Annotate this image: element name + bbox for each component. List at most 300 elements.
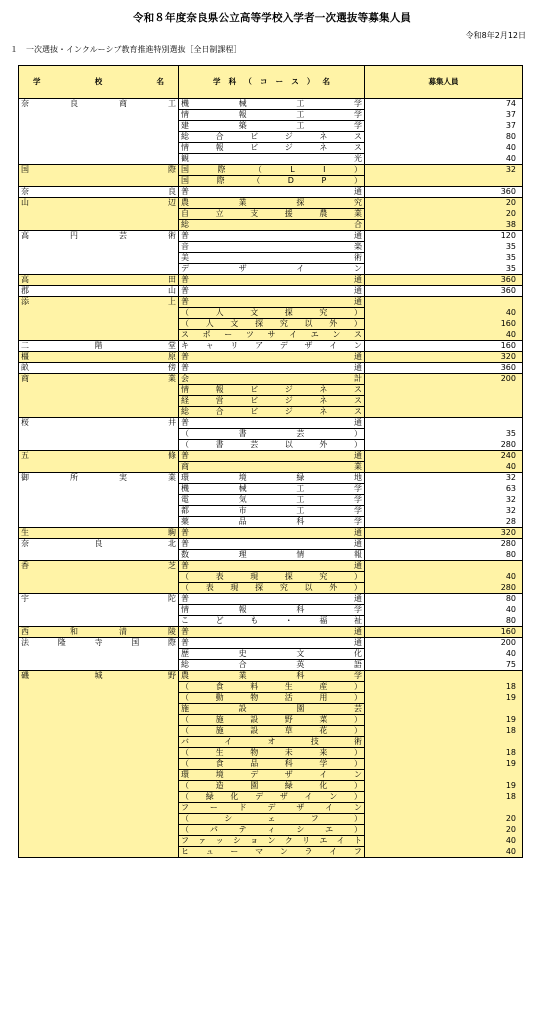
school-name-cell	[19, 319, 179, 330]
table-row	[19, 418, 523, 429]
school-name: 西 和 清 陵	[21, 627, 176, 636]
course-name: 普 通	[181, 187, 362, 196]
capacity-cell	[365, 770, 523, 781]
table-row	[19, 132, 523, 143]
school-name-cell	[19, 198, 179, 209]
course-name: 普 通	[181, 297, 362, 306]
school-name: 磯 城 野	[21, 671, 176, 681]
date-label: 令和8年2月12日	[465, 31, 526, 40]
course-name-cell	[179, 264, 365, 275]
course-name: ス ポ ー ツ サ イ エ ン ス	[181, 330, 362, 339]
table-row	[19, 308, 523, 319]
table-row	[19, 341, 523, 352]
school-name: 橿 原	[21, 352, 176, 361]
capacity-cell: 40	[365, 154, 523, 165]
table-row	[19, 627, 523, 638]
capacity-cell: 18	[365, 682, 523, 693]
school-name-cell	[19, 176, 179, 187]
capacity-cell: 35	[365, 264, 523, 275]
capacity-cell: 280	[365, 440, 523, 451]
course-name-cell	[179, 770, 365, 781]
school-name-cell	[19, 440, 179, 451]
table-row	[19, 506, 523, 517]
course-name: フ ー ド デ ザ イ ン	[181, 803, 362, 812]
table-row	[19, 726, 523, 737]
table-row	[19, 451, 523, 462]
table-body	[19, 99, 523, 858]
course-name-cell	[179, 231, 365, 242]
course-name: フ ァ ッ シ ョ ン ク リ エ イ ト	[181, 836, 362, 845]
course-name-cell	[179, 594, 365, 605]
capacity-cell: 20	[365, 209, 523, 220]
school-name-cell	[19, 671, 179, 682]
table-row	[19, 715, 523, 726]
school-name-cell	[19, 550, 179, 561]
table-row	[19, 429, 523, 440]
capacity-cell	[365, 407, 523, 418]
course-name-cell	[179, 363, 365, 374]
school-name-cell	[19, 583, 179, 594]
table-row	[19, 517, 523, 528]
table-row	[19, 781, 523, 792]
course-name: （ 表 現 探 究 ）	[181, 572, 362, 581]
capacity-cell: 20	[365, 198, 523, 209]
school-name-cell	[19, 385, 179, 396]
table-row	[19, 704, 523, 715]
table-row	[19, 385, 523, 396]
capacity-cell: 20	[365, 825, 523, 836]
capacity-cell: 40	[365, 605, 523, 616]
school-name: 商 業	[21, 374, 176, 384]
capacity-cell	[365, 418, 523, 429]
capacity-cell: 320	[365, 528, 523, 539]
school-name-cell	[19, 847, 179, 858]
table-row	[19, 473, 523, 484]
school-name-cell	[19, 605, 179, 616]
course-name-cell	[179, 517, 365, 528]
course-name: （ 書 芸 以 外 ）	[181, 440, 362, 449]
capacity-cell: 32	[365, 165, 523, 176]
course-name-cell	[179, 242, 365, 253]
school-name-cell	[19, 792, 179, 803]
school-name-cell	[19, 407, 179, 418]
table-row	[19, 660, 523, 671]
course-name: 普 通	[181, 363, 362, 372]
course-name-cell	[179, 649, 365, 660]
school-name-cell	[19, 594, 179, 605]
capacity-cell: 280	[365, 539, 523, 550]
table-row	[19, 99, 523, 110]
course-name-cell	[179, 605, 365, 616]
capacity-cell: 40	[365, 649, 523, 660]
capacity-cell: 19	[365, 693, 523, 704]
course-name-cell	[179, 473, 365, 484]
course-name-cell	[179, 682, 365, 693]
table-row	[19, 671, 523, 682]
capacity-cell: 37	[365, 110, 523, 121]
school-name-cell	[19, 462, 179, 473]
table-row	[19, 407, 523, 418]
school-name-cell	[19, 484, 179, 495]
table-row	[19, 484, 523, 495]
course-name: 機 械 工 学	[181, 99, 362, 108]
school-name-cell	[19, 506, 179, 517]
capacity-cell: 28	[365, 517, 523, 528]
table-row	[19, 231, 523, 242]
course-name: 普 通	[181, 286, 362, 295]
capacity-cell: 160	[365, 627, 523, 638]
school-name-cell	[19, 572, 179, 583]
school-name: 奈 良	[21, 187, 176, 196]
course-name: （ 施 設 草 花 ）	[181, 726, 362, 735]
course-name-cell	[179, 374, 365, 385]
school-name: 桜 井	[21, 418, 176, 428]
course-name-cell	[179, 220, 365, 231]
table-row	[19, 297, 523, 308]
table-row	[19, 539, 523, 550]
school-name-cell	[19, 429, 179, 440]
header-course: 学 科 （ コ ー ス ） 名	[179, 66, 365, 99]
school-name: 奈 良 北	[21, 539, 176, 549]
school-name: 法 隆 寺 国 際	[21, 638, 176, 648]
capacity-cell: 35	[365, 253, 523, 264]
table-header-row	[19, 66, 523, 99]
course-name-cell	[179, 627, 365, 638]
capacity-cell: 360	[365, 363, 523, 374]
school-name-cell	[19, 143, 179, 154]
course-name: 普 通	[181, 594, 362, 603]
school-name-cell	[19, 187, 179, 198]
school-name-cell	[19, 231, 179, 242]
capacity-cell: 360	[365, 187, 523, 198]
course-name-cell	[179, 715, 365, 726]
table-row	[19, 825, 523, 836]
table-row	[19, 330, 523, 341]
course-name: 環 境 緑 地	[181, 473, 362, 482]
school-name-cell	[19, 341, 179, 352]
course-name: 普 通	[181, 231, 362, 240]
course-name: 自 立 支 援 農 業	[181, 209, 362, 218]
school-name-cell	[19, 308, 179, 319]
course-name: ヒ ュ ー マ ン ラ イ フ	[181, 847, 362, 856]
school-name-cell	[19, 374, 179, 385]
course-name-cell	[179, 792, 365, 803]
table-row	[19, 220, 523, 231]
course-name: 総 合 ビ ジ ネ ス	[181, 407, 362, 416]
table-row	[19, 550, 523, 561]
school-name-cell	[19, 803, 179, 814]
course-name: （ 食 料 生 産 ）	[181, 682, 362, 691]
table-row	[19, 374, 523, 385]
course-name-cell	[179, 572, 365, 583]
capacity-cell: 40	[365, 330, 523, 341]
course-name-cell	[179, 484, 365, 495]
school-name-cell	[19, 418, 179, 429]
school-name-cell	[19, 451, 179, 462]
school-name-cell	[19, 825, 179, 836]
capacity-cell: 38	[365, 220, 523, 231]
table-row	[19, 616, 523, 627]
course-name-cell	[179, 726, 365, 737]
school-name-cell	[19, 99, 179, 110]
school-name-cell	[19, 330, 179, 341]
table-row	[19, 363, 523, 374]
school-name-cell	[19, 836, 179, 847]
section-subtitle: １ 一次選抜・インクルーシブ教育推進特別選抜［全日制課程］	[10, 45, 242, 54]
course-name-cell	[179, 825, 365, 836]
capacity-cell: 19	[365, 715, 523, 726]
course-name: こ ど も ・ 福 祉	[181, 616, 362, 625]
table-row	[19, 242, 523, 253]
course-name-cell	[179, 341, 365, 352]
course-name-cell	[179, 253, 365, 264]
course-name-cell	[179, 671, 365, 682]
capacity-cell	[365, 671, 523, 682]
table-row	[19, 176, 523, 187]
capacity-cell	[365, 737, 523, 748]
course-name-cell	[179, 176, 365, 187]
table-row	[19, 275, 523, 286]
school-name: 高 円 芸 術	[21, 231, 176, 241]
course-name: 会 計	[181, 374, 362, 383]
school-name: 郡 山	[21, 286, 176, 295]
school-name: 添 上	[21, 297, 176, 307]
table-row	[19, 649, 523, 660]
course-name: 観 光	[181, 154, 362, 163]
course-name-cell	[179, 440, 365, 451]
school-name-cell	[19, 352, 179, 363]
table-row	[19, 440, 523, 451]
course-name: （ 動 物 活 用 ）	[181, 693, 362, 702]
table-row	[19, 187, 523, 198]
school-name: 宇 陀	[21, 594, 176, 604]
school-name-cell	[19, 297, 179, 308]
capacity-cell: 160	[365, 341, 523, 352]
table-row	[19, 770, 523, 781]
school-name-cell	[19, 363, 179, 374]
table-row	[19, 583, 523, 594]
school-name-cell	[19, 748, 179, 759]
school-name-cell	[19, 264, 179, 275]
course-name-cell	[179, 275, 365, 286]
school-name-cell	[19, 517, 179, 528]
capacity-cell: 40	[365, 143, 523, 154]
course-name-cell	[179, 748, 365, 759]
course-name-cell	[179, 132, 365, 143]
capacity-cell	[365, 176, 523, 187]
capacity-cell: 120	[365, 231, 523, 242]
capacity-cell: 280	[365, 583, 523, 594]
course-name-cell	[179, 803, 365, 814]
capacity-cell: 19	[365, 759, 523, 770]
capacity-cell: 200	[365, 638, 523, 649]
school-name-cell	[19, 121, 179, 132]
course-name-cell	[179, 407, 365, 418]
table-row	[19, 803, 523, 814]
school-name-cell	[19, 286, 179, 297]
course-name: 薬 品 科 学	[181, 517, 362, 526]
course-name: 総 合	[181, 220, 362, 229]
table-row	[19, 847, 523, 858]
course-name-cell	[179, 528, 365, 539]
capacity-cell: 18	[365, 726, 523, 737]
table-row	[19, 286, 523, 297]
table-row	[19, 759, 523, 770]
course-name-cell	[179, 616, 365, 627]
school-name-cell	[19, 715, 179, 726]
course-name-cell	[179, 330, 365, 341]
course-name: 普 通	[181, 451, 362, 460]
capacity-cell: 19	[365, 781, 523, 792]
capacity-cell: 40	[365, 572, 523, 583]
course-name-cell	[179, 462, 365, 473]
course-name: デ ザ イ ン	[181, 264, 362, 273]
course-name: 普 通	[181, 275, 362, 284]
capacity-cell: 18	[365, 748, 523, 759]
table-row	[19, 495, 523, 506]
capacity-cell: 80	[365, 594, 523, 605]
course-name-cell	[179, 121, 365, 132]
school-name-cell	[19, 781, 179, 792]
capacity-cell: 74	[365, 99, 523, 110]
page-title: 令和８年度奈良県公立高等学校入学者一次選抜等募集人員	[132, 12, 412, 24]
course-name: （ 書 芸 ）	[181, 429, 362, 438]
table-row	[19, 110, 523, 121]
course-name: 普 通	[181, 627, 362, 636]
school-name-cell	[19, 242, 179, 253]
header-capacity: 募集人員	[365, 66, 523, 99]
capacity-cell: 35	[365, 429, 523, 440]
school-name-cell	[19, 253, 179, 264]
school-name-cell	[19, 704, 179, 715]
course-name-cell	[179, 286, 365, 297]
capacity-cell	[365, 396, 523, 407]
course-name-cell	[179, 143, 365, 154]
school-name: 二 階 堂	[21, 341, 176, 350]
capacity-cell: 20	[365, 814, 523, 825]
school-name-cell	[19, 638, 179, 649]
course-name-cell	[179, 396, 365, 407]
capacity-cell: 32	[365, 506, 523, 517]
school-name-cell	[19, 627, 179, 638]
course-name-cell	[179, 836, 365, 847]
school-name: 山 辺	[21, 198, 176, 208]
school-name-cell	[19, 660, 179, 671]
course-name-cell	[179, 561, 365, 572]
school-name-cell	[19, 275, 179, 286]
capacity-cell: 63	[365, 484, 523, 495]
capacity-cell: 18	[365, 792, 523, 803]
course-name: 情 報 工 学	[181, 110, 362, 119]
course-name: 商 業	[181, 462, 362, 471]
course-name: 美 術	[181, 253, 362, 262]
course-name: 農 業 科 学	[181, 671, 362, 680]
school-name-cell	[19, 528, 179, 539]
course-name-cell	[179, 550, 365, 561]
school-name-cell	[19, 693, 179, 704]
capacity-cell: 35	[365, 242, 523, 253]
course-name: 普 通	[181, 561, 362, 570]
school-name-cell	[19, 539, 179, 550]
school-name-cell	[19, 814, 179, 825]
school-name-cell	[19, 396, 179, 407]
header-school: 学 校 名	[19, 66, 179, 99]
school-name: 香 芝	[21, 561, 176, 571]
capacity-cell	[365, 704, 523, 715]
course-name-cell	[179, 737, 365, 748]
course-name-cell	[179, 99, 365, 110]
capacity-cell	[365, 803, 523, 814]
course-name: 総 合 ビ ジ ネ ス	[181, 132, 362, 141]
school-name-cell	[19, 682, 179, 693]
capacity-cell	[365, 297, 523, 308]
table-row	[19, 836, 523, 847]
course-name-cell	[179, 297, 365, 308]
table-row	[19, 748, 523, 759]
course-name: 数 理 情 報	[181, 550, 362, 559]
course-name: 歴 史 文 化	[181, 649, 362, 658]
table-row	[19, 682, 523, 693]
course-name-cell	[179, 814, 365, 825]
table-row	[19, 638, 523, 649]
course-name: 施 設 園 芸	[181, 704, 362, 713]
course-name: （ 生 物 未 来 ）	[181, 748, 362, 757]
capacity-cell: 40	[365, 847, 523, 858]
course-name: （ 人 文 探 究 以 外 ）	[181, 319, 362, 328]
school-name-cell	[19, 165, 179, 176]
school-name: 高 田	[21, 275, 176, 284]
course-name: 建 築 工 学	[181, 121, 362, 130]
school-name-cell	[19, 110, 179, 121]
table-row	[19, 352, 523, 363]
course-name-cell	[179, 704, 365, 715]
course-name: （ 食 品 科 学 ）	[181, 759, 362, 768]
table-row	[19, 253, 523, 264]
table-row	[19, 198, 523, 209]
course-name: （ 人 文 探 究 ）	[181, 308, 362, 317]
table-row	[19, 462, 523, 473]
course-name: （ シ ェ フ ）	[181, 814, 362, 823]
capacity-cell: 32	[365, 473, 523, 484]
course-name: 国 際 （ D P ）	[181, 176, 362, 185]
course-name: 情 報 科 学	[181, 605, 362, 614]
table-row	[19, 528, 523, 539]
course-name: 農 業 探 究	[181, 198, 362, 207]
course-name: 総 合 英 語	[181, 660, 362, 669]
capacity-cell: 200	[365, 374, 523, 385]
course-name-cell	[179, 506, 365, 517]
course-name-cell	[179, 693, 365, 704]
school-name-cell	[19, 737, 179, 748]
course-name-cell	[179, 638, 365, 649]
school-name-cell	[19, 495, 179, 506]
capacity-cell	[365, 385, 523, 396]
capacity-cell: 40	[365, 462, 523, 473]
school-name-cell	[19, 649, 179, 660]
course-name: 普 通	[181, 539, 362, 548]
capacity-cell: 320	[365, 352, 523, 363]
course-name-cell	[179, 583, 365, 594]
course-name-cell	[179, 110, 365, 121]
table-row	[19, 594, 523, 605]
capacity-cell: 80	[365, 132, 523, 143]
course-name: 情 報 ビ ジ ネ ス	[181, 143, 362, 152]
course-name-cell	[179, 418, 365, 429]
course-name: 経 営 ビ ジ ネ ス	[181, 396, 362, 405]
course-name: （ 施 設 野 菜 ）	[181, 715, 362, 724]
school-name-cell	[19, 726, 179, 737]
course-name: キ ャ リ ア デ ザ イ ン	[181, 341, 362, 350]
